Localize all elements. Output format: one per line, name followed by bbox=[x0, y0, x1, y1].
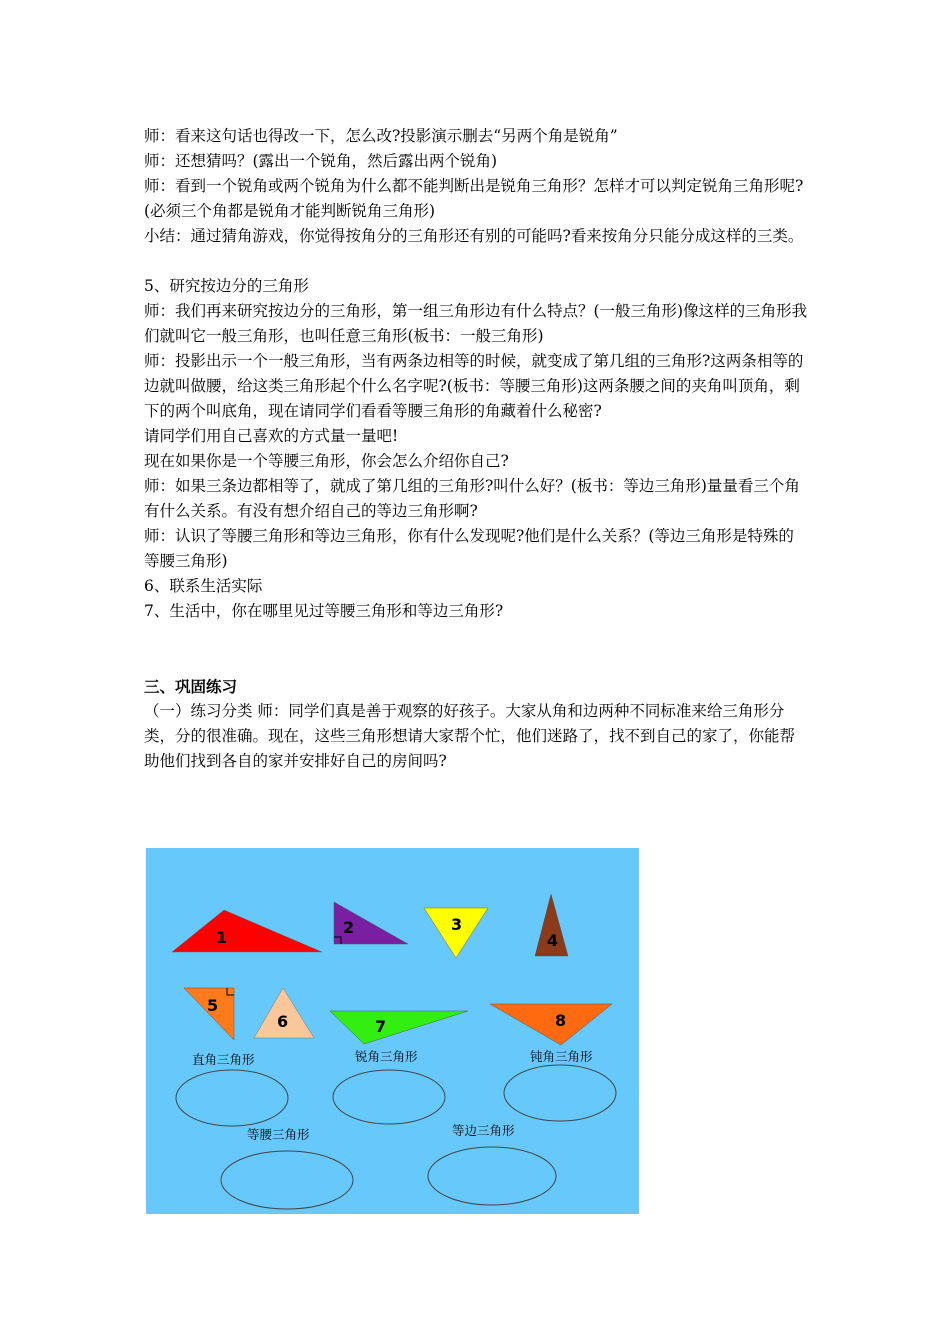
triangle-6-number: 6 bbox=[277, 1012, 289, 1031]
group-label-obtuse: 钝角三角形 bbox=[530, 1049, 593, 1064]
ellipse-isosceles bbox=[221, 1151, 353, 1209]
triangle-3-number: 3 bbox=[451, 915, 463, 934]
paragraph-relation: 师：认识了等腰三角形和等边三角形，你有什么发现呢?他们是什么关系？(等边三角形是特殊的等腰三角形) bbox=[144, 527, 794, 570]
triangle-7 bbox=[330, 1011, 468, 1044]
ellipse-right bbox=[176, 1070, 288, 1126]
section-heading: 三、巩固练习 bbox=[144, 677, 238, 696]
triangle-4-number: 4 bbox=[547, 931, 559, 950]
paragraph-summary: 小结：通过猜角游戏，你觉得按角分的三角形还有别的可能吗?看来按角分只能分成这样的三类。 bbox=[144, 227, 804, 245]
triangle-5-number: 5 bbox=[207, 996, 219, 1015]
paragraph-isosceles: 师：投影出示一个一般三角形，当有两条边相等的时候，就变成了第几组的三角形?这两条相等的边就叫做腰，给这类三角形起个什么名字呢?(板书：等腰三角形)这两条腰之间的夹角叫顶角，剩下的两个叫底角，现在请同学们看看等腰三角形的角藏着什么秘密? bbox=[144, 352, 804, 420]
group-label-acute: 锐角三角形 bbox=[355, 1049, 418, 1064]
paragraph-exercise: （一）练习分类 师：同学们真是善于观察的好孩子。大家从角和边两种不同标准来给三角形分类，分的很准确。现在，这些三角形想请大家帮个忙，他们迷路了，找不到自己的家了，你能帮助他们找到各自的家并安排好自己的房间吗? bbox=[144, 702, 796, 770]
group-label-isosceles: 等腰三角形 bbox=[247, 1127, 310, 1142]
triangle-8 bbox=[490, 1004, 612, 1045]
paragraph-teacher-guess: 师：还想猜吗？(露出一个锐角，然后露出两个锐角) bbox=[144, 152, 498, 170]
blank-line bbox=[144, 249, 808, 274]
ellipse-equilateral bbox=[428, 1147, 556, 1205]
ellipse-acute bbox=[333, 1070, 445, 1124]
paragraph-introduce: 现在如果你是一个等腰三角形，你会怎么介绍你自己? bbox=[144, 452, 509, 470]
paragraph-step-5: 5、研究按边分的三角形 bbox=[144, 277, 309, 295]
paragraph-teacher-revise: 师：看来这句话也得改一下，怎么改?投影演示删去“另两个角是锐角” bbox=[144, 127, 618, 145]
triangle-2-number: 2 bbox=[343, 918, 355, 937]
triangle-1-number: 1 bbox=[216, 928, 228, 947]
triangle-classification-figure bbox=[146, 848, 639, 1214]
blank-lines bbox=[144, 624, 808, 674]
triangle-7-number: 7 bbox=[375, 1017, 387, 1036]
paragraph-step-6: 6、联系生活实际 bbox=[144, 577, 263, 595]
group-label-right: 直角三角形 bbox=[192, 1052, 255, 1067]
triangle-8-number: 8 bbox=[555, 1011, 567, 1030]
paragraph-step-7: 7、生活中，你在哪里见过等腰三角形和等边三角形? bbox=[144, 602, 504, 620]
group-label-equilateral: 等边三角形 bbox=[452, 1123, 515, 1138]
paragraph-teacher-acute: 师：看到一个锐角或两个锐角为什么都不能判断出是锐角三角形？怎样才可以判定锐角三角形呢?(必须三个角都是锐角才能判断锐角三角形) bbox=[144, 177, 804, 220]
document-body bbox=[144, 124, 808, 774]
ellipse-obtuse bbox=[504, 1065, 616, 1121]
paragraph-measure: 请同学们用自己喜欢的方式量一量吧! bbox=[144, 427, 399, 445]
triangle-1 bbox=[172, 910, 322, 952]
paragraph-equilateral: 师：如果三条边都相等了，就成了第几组的三角形?叫什么好？(板书：等边三角形)量量看三个角有什么关系。有没有想介绍自己的等边三角形啊? bbox=[144, 477, 800, 520]
figure-svg bbox=[146, 848, 639, 1214]
paragraph-general-triangle: 师：我们再来研究按边分的三角形，第一组三角形边有什么特点？(一般三角形)像这样的三角形我们就叫它一般三角形，也叫任意三角形(板书：一般三角形) bbox=[144, 302, 808, 345]
